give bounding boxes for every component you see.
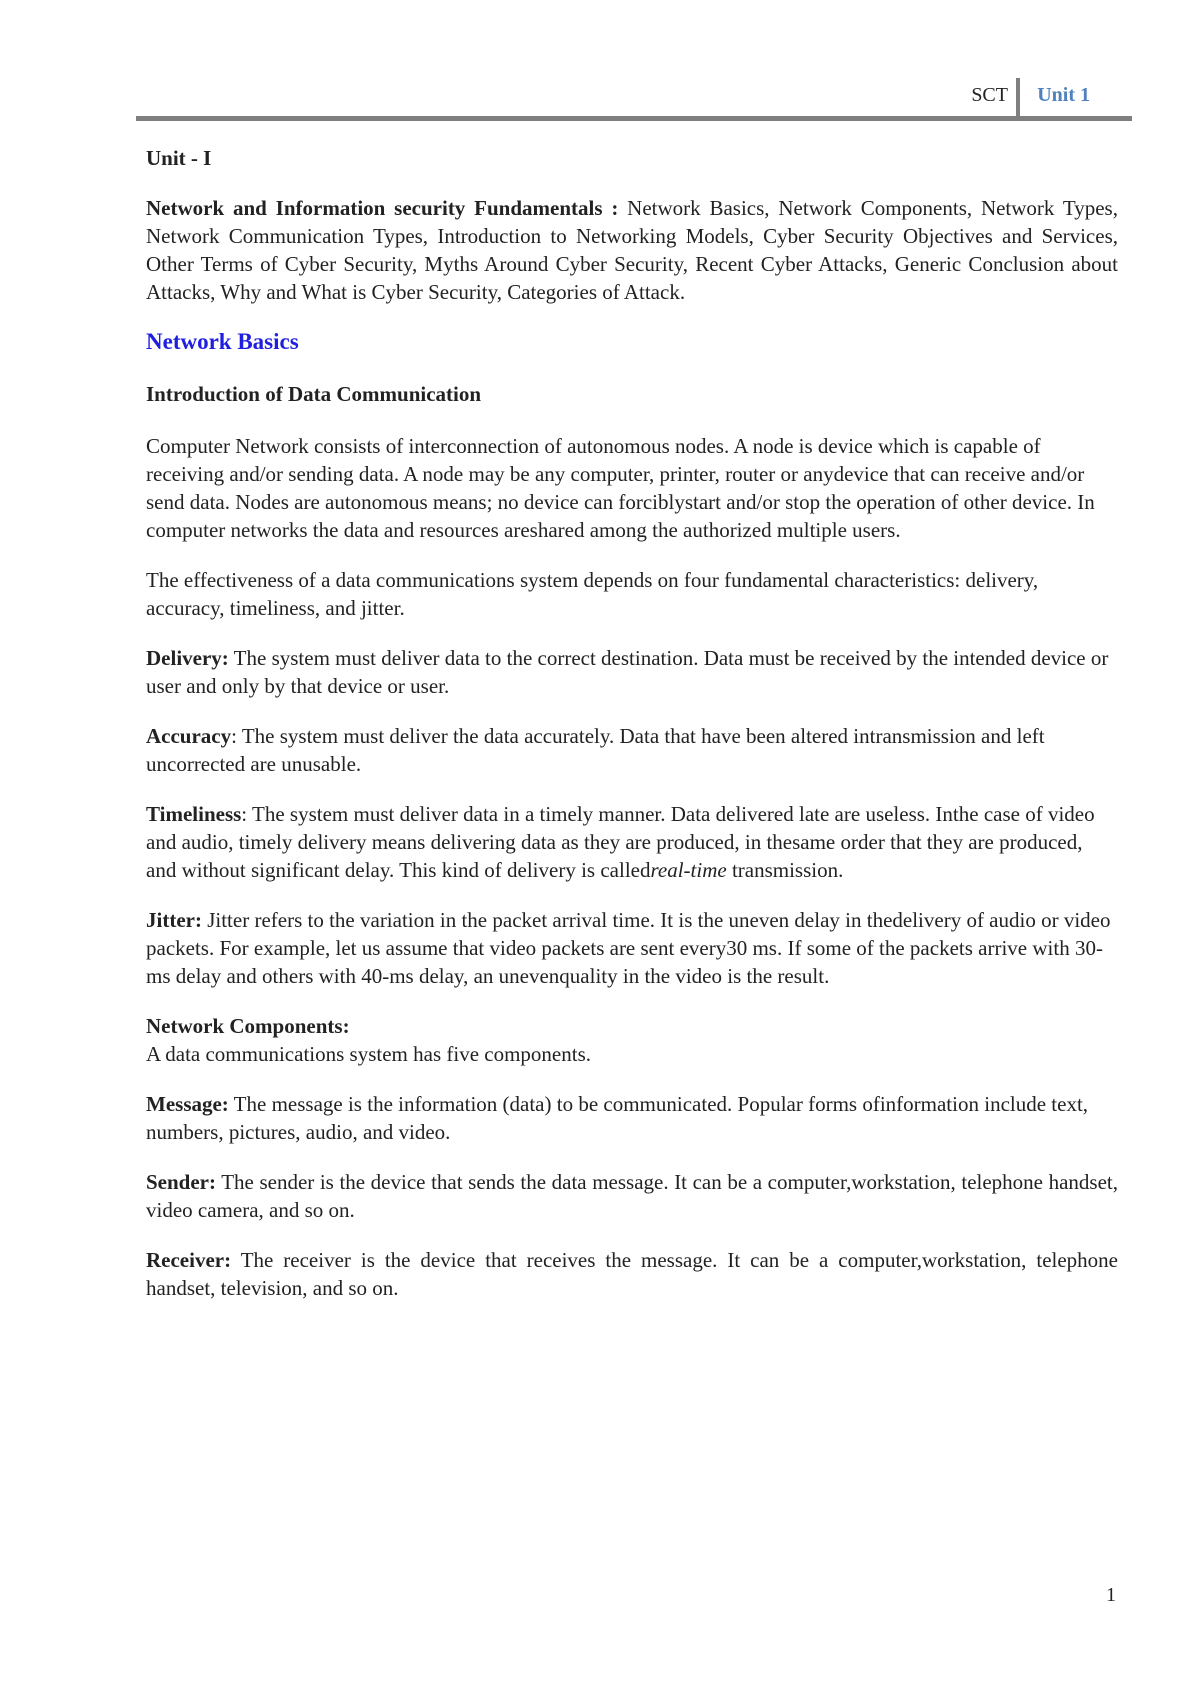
components-heading xyxy=(146,1012,1118,1040)
sender-term: Sender: xyxy=(146,1170,216,1194)
timeliness-paragraph xyxy=(146,800,1118,884)
components-heading-text: Network Components: xyxy=(146,1014,350,1038)
accuracy-text: : The system must deliver the data accurately. Data that have been altered intransmission and left uncorrected are unusable. xyxy=(146,724,1045,776)
timeliness-term: Timeliness xyxy=(146,802,242,826)
delivery-paragraph xyxy=(146,644,1118,700)
sender-paragraph xyxy=(146,1168,1118,1224)
receiver-term: Receiver: xyxy=(146,1248,232,1272)
components-intro: A data communications system has five components. xyxy=(146,1042,591,1066)
header-rule xyxy=(136,116,1132,121)
message-text: The message is the information (data) to be communicated. Popular forms ofinformation include text, numbers, pictures, audio, and video. xyxy=(146,1092,1089,1144)
fundamentals-paragraph xyxy=(146,194,1118,306)
sender-text: The sender is the device that sends the data message. It can be a computer,workstation, telephone handset, video camera, and so on. xyxy=(146,1170,1118,1222)
unit-title: Unit - I xyxy=(146,146,212,170)
jitter-term: Jitter: xyxy=(146,908,202,932)
header-unit-label: Unit 1 xyxy=(1037,84,1090,106)
timeliness-text: : The system must deliver data in a timely manner. Data delivered late are useless. Inthe case of video and audio, timely delivery means delivering data as they are produced, in thesame order that they are produced, and without significant delay. This kind of delivery is called xyxy=(146,802,1095,882)
receiver-paragraph xyxy=(146,1246,1118,1302)
delivery-term: Delivery: xyxy=(146,646,229,670)
delivery-text: The system must deliver data to the correct destination. Data must be received by the intended device or user and only by that device or user. xyxy=(146,646,1109,698)
page-number: 1 xyxy=(1106,1584,1116,1606)
jitter-paragraph xyxy=(146,906,1118,990)
fundamentals-text: Network Basics, Network Components, Network Types, Network Communication Types, Introduction to Networking Models, Cyber Security Objectives and Services, Other Terms of Cyber Security, Myths Around Cyber Security, Recent Cyber Attacks, Generic Conclusion about Attacks, Why and What is Cyber Security, Categories of Attack. xyxy=(146,196,1118,304)
header-separator xyxy=(1016,78,1020,118)
section-heading: Network Basics xyxy=(146,329,299,354)
sub-heading: Introduction of Data Communication xyxy=(146,382,482,406)
message-term: Message: xyxy=(146,1092,229,1116)
receiver-text: The receiver is the device that receives the message. It can be a computer,workstation, telephone handset, television, and so on. xyxy=(146,1248,1118,1300)
message-paragraph xyxy=(146,1090,1118,1146)
header-course-label: SCT xyxy=(971,84,1008,106)
accuracy-term: Accuracy xyxy=(146,724,232,748)
timeliness-text-after: transmission. xyxy=(726,858,844,882)
intro-paragraph: Computer Network consists of interconnection of autonomous nodes. A node is device which is capable of receiving and/or sending data. A node may be any computer, printer, router or anydevice that can receive and/or send data. Nodes are autonomous means; no device can forciblystart and/or stop the operation of other device. In computer networks the data and resources areshared among the authorized multiple users. xyxy=(146,434,1095,542)
fundamentals-lead: Network and Information security Fundamentals : xyxy=(146,196,619,220)
jitter-text: Jitter refers to the variation in the packet arrival time. It is the uneven delay in thedelivery of audio or video packets. For example, let us assume that video packets are sent every30 ms. If some of the packets arrive with 30-ms delay and others with 40-ms delay, an unevenquality in the video is the result. xyxy=(146,908,1111,988)
effectiveness-paragraph: The effectiveness of a data communications system depends on four fundamental characteristics: delivery, accuracy, timeliness, and jitter. xyxy=(146,568,1039,620)
page-header xyxy=(136,78,1132,122)
page-content xyxy=(146,144,1118,1324)
accuracy-paragraph xyxy=(146,722,1118,778)
timeliness-emphasis: real-time xyxy=(650,858,727,882)
